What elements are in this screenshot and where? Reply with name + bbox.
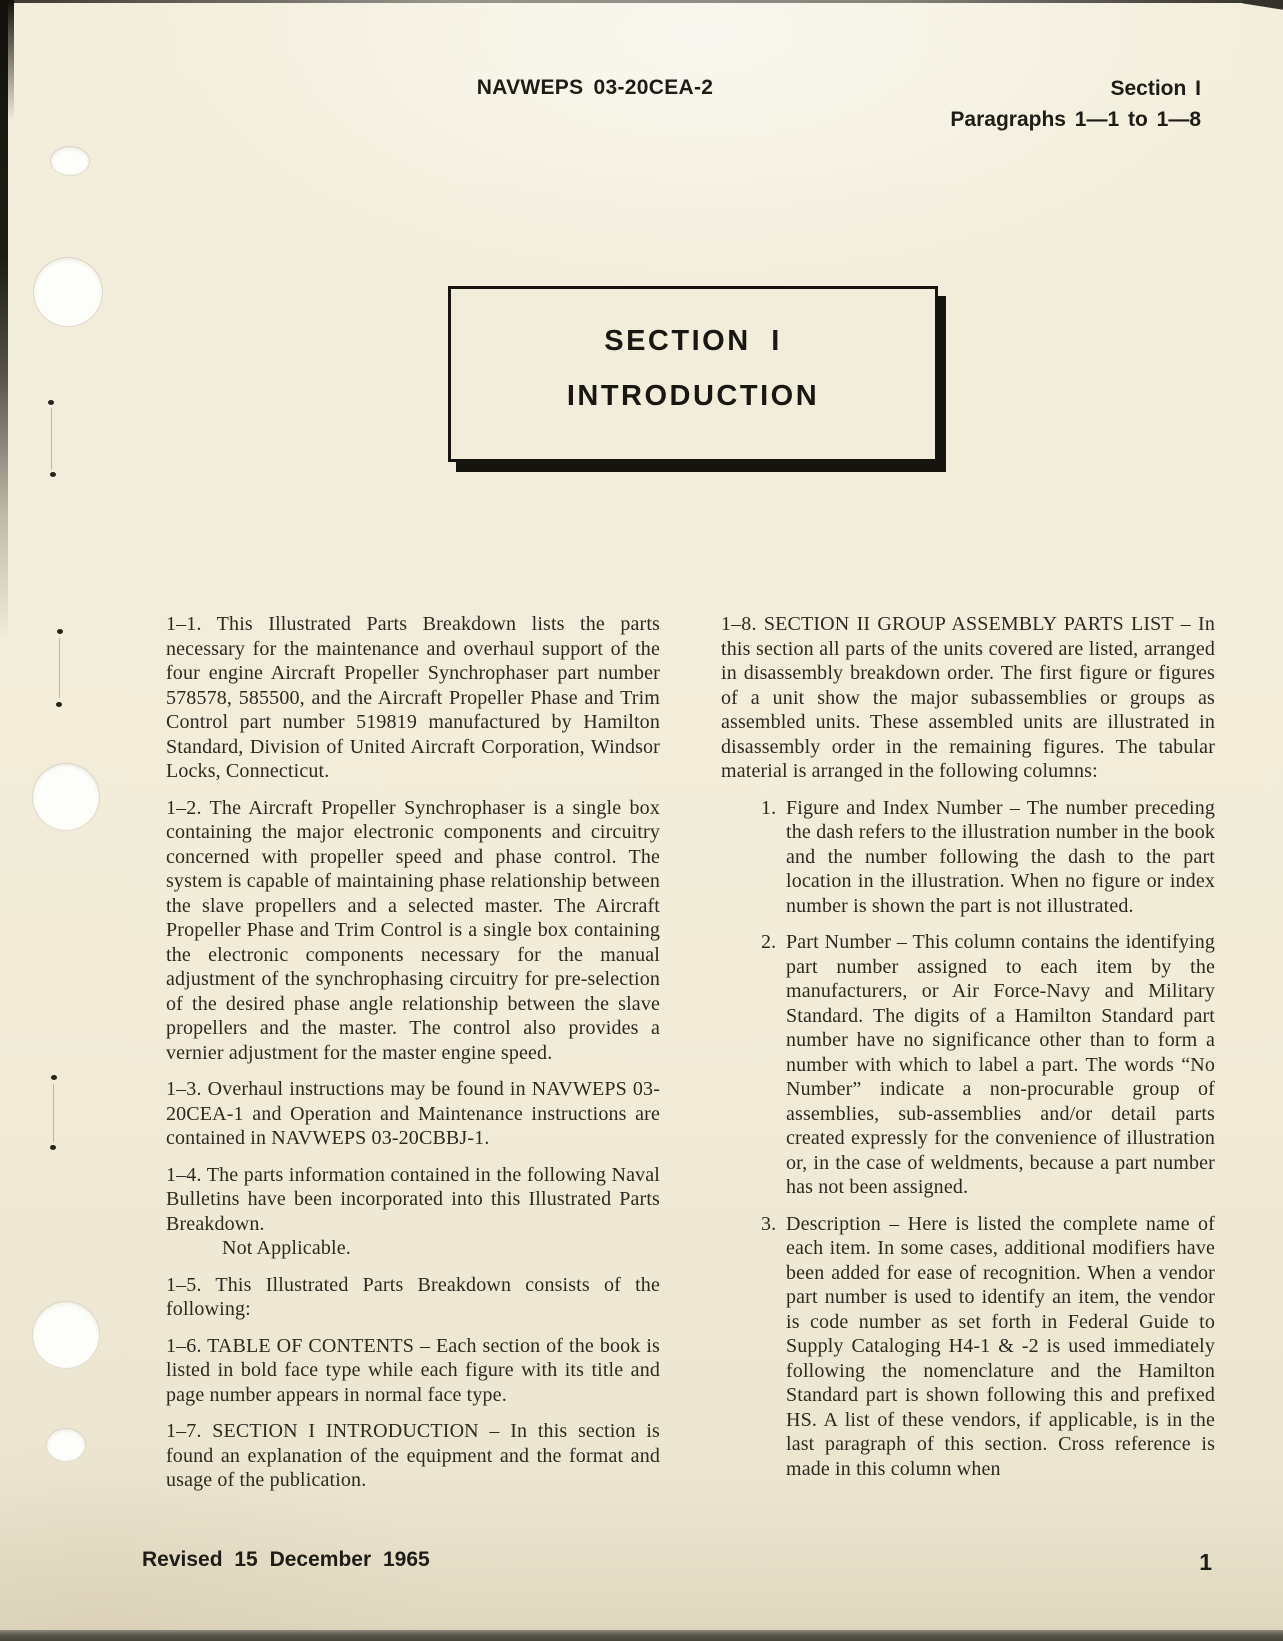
punch-hole xyxy=(33,257,103,327)
revision-date: Revised 15 December 1965 xyxy=(142,1548,430,1571)
punch-hole xyxy=(32,763,100,831)
stitch-dot xyxy=(57,629,63,634)
scan-edge-top xyxy=(0,0,1283,3)
stitch-mark xyxy=(59,638,60,698)
stitch-dot xyxy=(56,702,62,707)
list-item-3 xyxy=(721,1212,1215,1482)
list-item-text: Figure and Index Number – The number preceding the dash refers to the illustration number in the book and the number following the dash to the part location in the illustration. When no figure or index number is shown the part is not illustrated. xyxy=(786,796,1215,917)
punch-hole xyxy=(50,146,90,176)
page-number: 1 xyxy=(1199,1549,1212,1575)
paragraph-1-8: 1–8. SECTION II GROUP ASSEMBLY PARTS LIST – In this section all parts of the units covered are listed, arranged in disassembly breakdown order. The first figure or figures of a unit show the major subassemblies or groups as assembled units. These assembled units are illustrated in disassembly order in the remaining figures. The tabular material is arranged in the following columns: xyxy=(721,613,1215,782)
list-item-number: 2. xyxy=(761,931,777,953)
section-label: Section I xyxy=(1110,77,1201,100)
list-item-number: 3. xyxy=(761,1212,777,1235)
list-item-number: 1. xyxy=(761,796,777,819)
punch-hole xyxy=(46,1428,86,1462)
paragraph-1-6: 1–6. TABLE OF CONTENTS – Each section of the book is listed in bold face type while each figure with its title and page number appears in normal face type. xyxy=(166,1334,660,1406)
left-column xyxy=(166,612,660,1505)
section-title-box xyxy=(448,286,938,462)
stitch-mark xyxy=(53,1084,54,1142)
paragraph-1-4: 1–4. The parts information contained in the following Naval Bulletins have been incorporated into this Illustrated Parts Breakdown. xyxy=(166,1163,660,1235)
section-subtitle: INTRODUCTION xyxy=(566,380,820,412)
stitch-dot xyxy=(51,1075,57,1080)
scan-edge-left-top xyxy=(0,0,14,120)
list-item-1 xyxy=(721,796,1215,919)
paragraph-1-4-note: Not Applicable. xyxy=(222,1237,351,1259)
paragraph-1-1: 1–1. This Illustrated Parts Breakdown lists the parts necessary for the maintenance and overhaul support of the four engine Aircraft Propeller Synchrophaser part number 578578, 585500, and the Aircraft Propeller Phase and Trim Control part number 519819 manufactured by Hamilton Standard, Division of United Aircraft Corporation, Windsor Locks, Connecticut. xyxy=(166,613,660,782)
paragraph-1-7: 1–7. SECTION I INTRODUCTION – In this section is found an explanation of the equipment and the format and usage of the publication. xyxy=(166,1420,660,1491)
right-column xyxy=(721,612,1215,1493)
stitch-dot xyxy=(50,1145,56,1150)
stitch-dot xyxy=(50,472,56,477)
list-item-text: Description – Here is listed the complete name of each item. In some cases, additional modifiers have been added for ease of recognition. When a vendor part number is used to identify an item, the vendor is code number as set forth in Federal Guide to Supply Cataloging H4-1 & -2 is used immediately following the nomenclature and the Hamilton Standard part is shown following this and prefixed HS. A list of these vendors, if applicable, is in the last paragraph of this section. Cross reference is made in this column when xyxy=(786,1212,1215,1480)
paragraph-range: Paragraphs 1—1 to 1—8 xyxy=(950,108,1201,131)
list-item-text: Part Number – This column contains the identifying part number assigned to each item by the manufacturers, or Air Force-Navy and Military Standard. The digits of a Hamilton Standard part number have no significance other than to form a number with which to label a part. The words “No Number” indicate a non-procurable group of assemblies, sub-assemblies and/or detail parts created expressly for the convenience of illustration or, in the case of weldments, because a part number has not been assigned. xyxy=(786,931,1215,1198)
stitch-mark xyxy=(51,408,52,470)
paragraph-1-3: 1–3. Overhaul instructions may be found in NAVWEPS 03-20CEA-1 and Operation and Maintenance instructions are contained in NAVWEPS 03-20CBBJ-1. xyxy=(166,1078,660,1149)
punch-hole xyxy=(32,1301,100,1369)
section-title: SECTION I xyxy=(604,325,782,357)
stitch-dot xyxy=(48,400,54,405)
paragraph-1-5: 1–5. This Illustrated Parts Breakdown consists of the following: xyxy=(166,1273,660,1320)
scan-edge-bottom xyxy=(0,1630,1283,1641)
doc-number: NAVWEPS 03-20CEA-2 xyxy=(476,76,714,99)
list-item-2 xyxy=(721,930,1215,1200)
scan-corner-top-right xyxy=(1243,0,1283,11)
header-right-block xyxy=(950,73,1201,135)
paragraph-1-2: 1–2. The Aircraft Propeller Synchrophaser is a single box containing the major electronic components and circuitry concerned with propeller speed and phase control. The system is capable of maintaining phase relationship between the slave propellers and a selected master. The Aircraft Propeller Phase and Trim Control is a single box containing the electronic components necessary for the manual adjustment of the synchrophasing circuitry for pre-selection of the desired phase angle relationship between the slave propellers and the master. The control also provides a vernier adjustment for the master engine speed. xyxy=(166,796,660,1064)
